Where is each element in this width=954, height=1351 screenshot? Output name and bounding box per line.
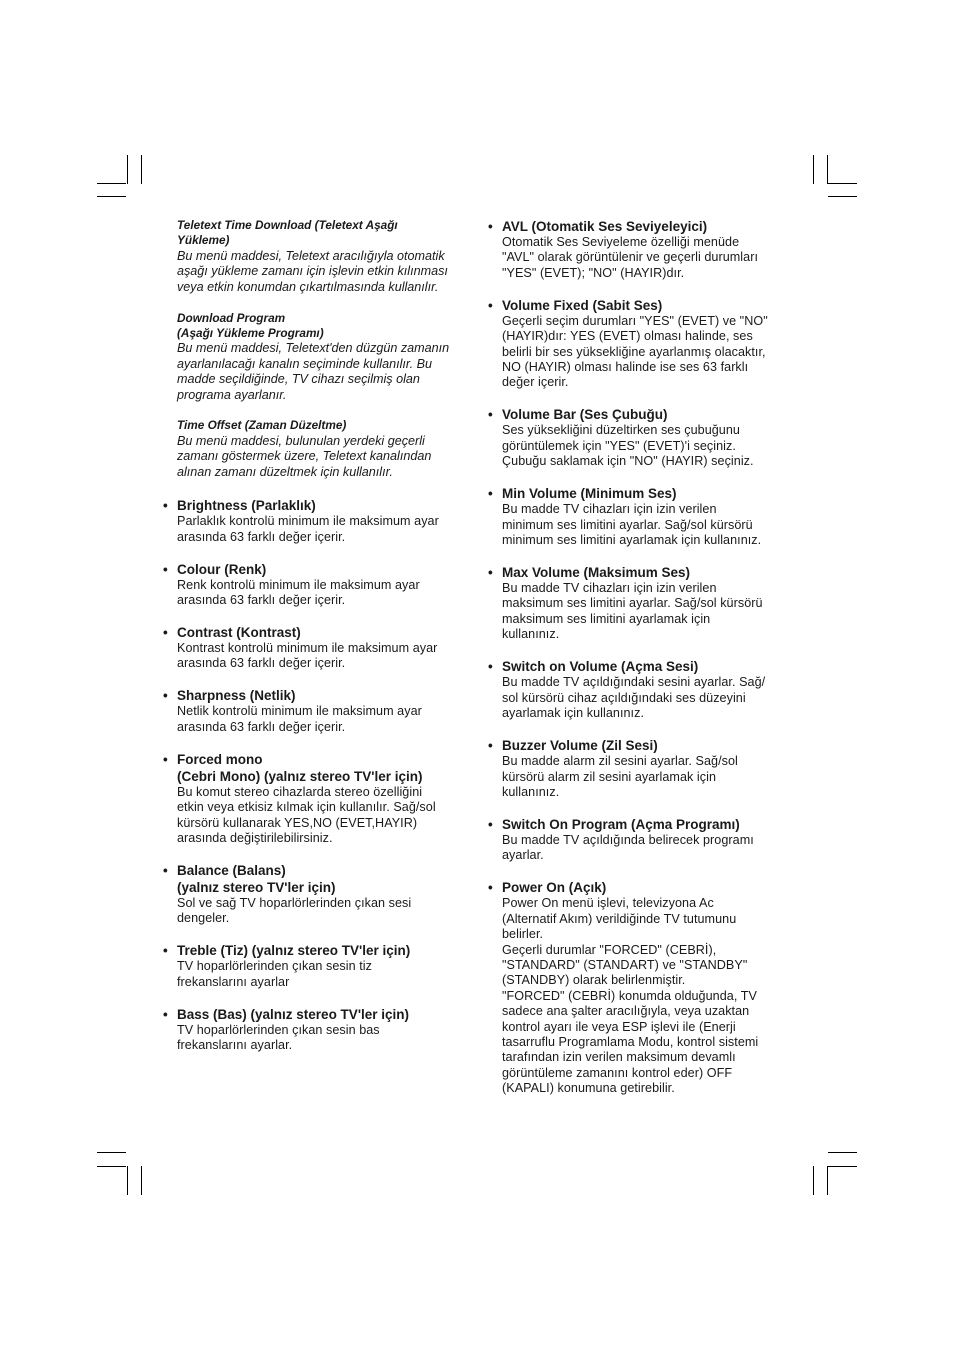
item-title: Switch On Program (Açma Programı) — [502, 816, 740, 832]
item-title: Balance (Balans) (yalnız stereo TV'ler için) — [177, 862, 336, 895]
item-title: Contrast (Kontrast) — [177, 624, 301, 640]
item-title: Max Volume (Maksimum Ses) — [502, 565, 691, 581]
item-title: Power On (Açık) — [502, 880, 607, 896]
colour-item — [163, 561, 463, 609]
item-text: Bu madde TV cihazları için izin verilen maksimum ses limitini ayarlar. Sağ/sol kürsörü maksimum ses limitini ayarlamak için kullanınız. — [502, 581, 763, 642]
bullet-icon: • — [163, 624, 168, 640]
brightness-item — [163, 497, 463, 545]
forced-mono-item — [163, 751, 463, 847]
bullet-icon: • — [488, 659, 493, 675]
sharpness-item — [163, 687, 463, 735]
item-title: Brightness (Parlaklık) — [177, 498, 316, 514]
item-title: Min Volume (Minimum Ses) — [502, 486, 677, 502]
bullet-icon: • — [488, 880, 493, 896]
crop-mark — [828, 196, 857, 197]
item-title: Switch on Volume (Açma Sesi) — [502, 659, 699, 675]
crop-mark — [141, 1166, 142, 1195]
crop-mark — [127, 1166, 128, 1195]
crop-mark — [828, 1166, 857, 1167]
bullet-icon: • — [488, 219, 493, 234]
crop-mark — [828, 183, 857, 184]
crop-mark — [813, 155, 814, 184]
bass-item — [163, 1006, 463, 1054]
item-text: Bu madde TV açıldığında belirecek programı ayarlar. — [502, 832, 754, 863]
bullet-icon: • — [163, 862, 168, 878]
item-title: Forced mono (Cebri Mono) (yalnız stereo TV'ler için) — [177, 751, 423, 784]
switch-on-volume-item — [488, 658, 792, 721]
item-text: Sol ve sağ TV hoparlörlerinden çıkan sesi dengeler. — [177, 895, 412, 926]
crop-mark — [827, 1166, 828, 1195]
max-volume-item — [488, 564, 792, 643]
section-text: Bu menü maddesi, Teletext aracılığıyla otomatik aşağı yükleme zamanı için işlevin etkin kılınması veya etkin konumdan çıkartılmasında kullanılır. — [177, 248, 448, 294]
bullet-icon: • — [488, 738, 493, 754]
bullet-icon: • — [163, 751, 168, 767]
treble-item — [163, 942, 463, 990]
crop-mark — [827, 155, 828, 184]
min-volume-item — [488, 485, 792, 548]
avl-item — [488, 218, 792, 281]
item-title: Treble (Tiz) (yalnız stereo TV'ler için) — [177, 943, 411, 959]
item-title: Sharpness (Netlik) — [177, 688, 296, 704]
volume-fixed-item — [488, 297, 792, 391]
left-column — [163, 218, 463, 1069]
crop-mark — [141, 155, 142, 184]
teletext-time-download-section — [177, 218, 463, 295]
buzzer-volume-item — [488, 737, 792, 800]
time-offset-section — [177, 418, 463, 480]
item-text: Geçerli seçim durumları "YES" (EVET) ve "NO" (HAYIR)dır: YES (EVET) olması halinde, ses belirli bir ses yüksekliğine ayarlanmış olacaktır, NO (HAYIR) olması halinde ise ses 63 farklı değer içerir. — [502, 313, 768, 390]
bullet-icon: • — [488, 816, 493, 832]
bullet-icon: • — [163, 1006, 168, 1022]
item-text: Ses yüksekliğini düzeltirken ses çubuğunu görüntülemek için "YES" (EVET)'i seçiniz. Çubuğu saklamak için "NO" (HAYIR) seçiniz. — [502, 423, 754, 469]
crop-mark — [828, 1152, 857, 1153]
bullet-icon: • — [163, 943, 168, 959]
power-on-item — [488, 879, 792, 1096]
crop-mark — [97, 1166, 126, 1167]
bullet-icon: • — [163, 561, 168, 577]
item-title: Colour (Renk) — [177, 561, 267, 577]
crop-mark — [97, 196, 126, 197]
item-text: Bu madde alarm zil sesini ayarlar. Sağ/sol kürsörü alarm zil sesini ayarlamak için kullanınız. — [502, 754, 738, 799]
section-title: Download Program (Aşağı Yükleme Programı) — [177, 310, 324, 340]
bullet-icon: • — [488, 407, 493, 423]
download-program-section — [177, 311, 463, 403]
bullet-icon: • — [163, 688, 168, 704]
balance-item — [163, 862, 463, 927]
crop-mark — [813, 1166, 814, 1195]
item-text: Otomatik Ses Seviyeleme özelliği menüde "AVL" olarak görüntülenir ve geçerli durumları "YES" (EVET); "NO" (HAYIR)dır. — [502, 235, 759, 280]
bullet-icon: • — [488, 297, 493, 313]
item-title: Bass (Bas) (yalnız stereo TV'ler için) — [177, 1006, 410, 1022]
section-title: Teletext Time Download (Teletext Aşağı Yükleme) — [177, 218, 398, 248]
section-text: Bu menü maddesi, bulunulan yerdeki geçerli zamanı göstermek üzere, Teletext kanalından alınan zamanı düzeltmek için kullanılır. — [177, 433, 432, 479]
bullet-icon: • — [488, 565, 493, 581]
item-text: TV hoparlörlerinden çıkan sesin bas frekanslarını ayarlar. — [177, 1022, 380, 1053]
bullet-icon: • — [488, 486, 493, 502]
item-title: Volume Fixed (Sabit Ses) — [502, 297, 663, 313]
item-text: Netlik kontrolü minimum ile maksimum ayar arasında 63 farklı değer içerir. — [177, 704, 422, 734]
item-title: AVL (Otomatik Ses Seviyeleyici) — [502, 219, 708, 234]
section-title: Time Offset (Zaman Düzeltme) — [177, 418, 347, 433]
item-text: Power On menü işlevi, televizyona Ac (Alternatif Akım) verildiğinde TV tutumunu belirler. Geçerli durumlar "FORCED" (CEBRİ), "STANDARD" (STANDART) ve "STANDBY" (STANDBY) olarak belirlenmiştir. "FORCED" (CEBRİ) konumda olduğunda, TV sadece ana şalter aracılığıyla, veya uzaktan kontrol ayarı ile veya ESP işlevi ile (Enerji tasarruflu Programlama Modu, kontrol sistemi tarafından izin verilen maksimum devamlı görüntüleme zamanını kontrol eder) OFF (KAPALI) konumuna getirebilir. — [502, 896, 759, 1096]
item-title: Buzzer Volume (Zil Sesi) — [502, 738, 658, 754]
item-text: Bu madde TV açıldığındaki sesini ayarlar. Sağ/ sol kürsörü cihaz açıldığındaki ses düzeyini ayarlamak için kullanınız. — [502, 675, 766, 721]
item-text: TV hoparlörlerinden çıkan sesin tiz frekanslarını ayarlar — [177, 959, 372, 989]
item-title: Volume Bar (Ses Çubuğu) — [502, 407, 668, 423]
item-text: Kontrast kontrolü minimum ile maksimum ayar arasında 63 farklı değer içerir. — [177, 640, 438, 671]
section-text: Bu menü maddesi, Teletext'den düzgün zamanın ayarlanılacağı kanalın seçiminde kullanılır. Bu madde seçildiğinde, TV cihazı seçilmiş olan programa ayarlanır. — [177, 341, 450, 402]
crop-mark — [97, 1152, 126, 1153]
contrast-item — [163, 624, 463, 672]
item-text: Bu madde TV cihazları için izin verilen minimum ses limitini ayarlar. Sağ/sol kürsörü minimum ses limitini ayarlamak için kullanınız. — [502, 502, 762, 548]
switch-on-program-item — [488, 816, 792, 864]
bullet-icon: • — [163, 498, 168, 514]
item-text: Renk kontrolü minimum ile maksimum ayar arasında 63 farklı değer içerir. — [177, 577, 420, 607]
item-text: Parlaklık kontrolü minimum ile maksimum ayar arasında 63 farklı değer içerir. — [177, 514, 439, 544]
crop-mark — [127, 155, 128, 184]
item-text: Bu komut stereo cihazlarda stereo özelliğini etkin veya etkisiz kılmak için kullanılır. Sağ/sol kürsörü kullanarak YES,NO (EVET,HAYIR) arasında değiştirilebilirsiniz. — [177, 784, 436, 845]
crop-mark — [97, 183, 126, 184]
right-column — [488, 218, 792, 1112]
volume-bar-item — [488, 406, 792, 469]
